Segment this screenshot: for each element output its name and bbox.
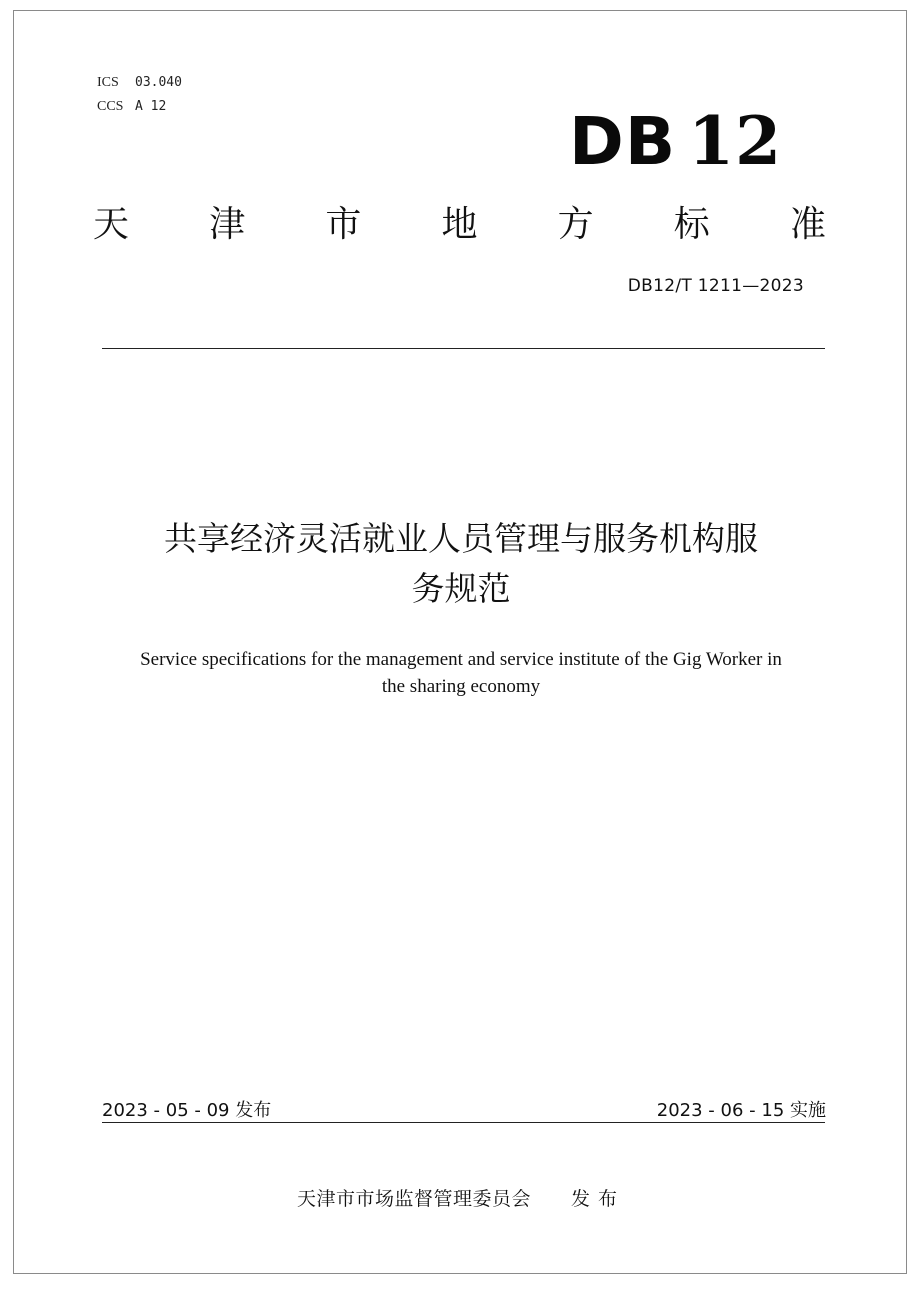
db-logo-letters: DB xyxy=(569,103,677,180)
top-divider xyxy=(102,348,825,349)
issuer-organization: 天津市市场监督管理委员会 xyxy=(296,1188,531,1210)
standard-type-char: 市 xyxy=(325,204,362,245)
ics-code xyxy=(97,74,182,92)
ccs-label: CCS xyxy=(97,99,124,114)
ics-label: ICS xyxy=(97,75,119,90)
standard-type-char: 津 xyxy=(209,204,246,245)
standard-type-char: 准 xyxy=(789,204,826,245)
issuer xyxy=(0,1184,922,1211)
standard-type-heading xyxy=(93,200,826,250)
chinese-title xyxy=(90,514,832,614)
db-logo-number: 12 xyxy=(688,102,782,180)
standard-number: DB12/T 1211—2023 xyxy=(627,276,804,296)
ics-value: 03.040 xyxy=(135,75,182,90)
standard-type-char: 标 xyxy=(673,204,710,245)
bottom-divider xyxy=(102,1122,825,1123)
english-title-line: the sharing economy xyxy=(381,676,541,697)
issue-date: 2023 - 05 - 09 发布 xyxy=(102,1100,272,1121)
standard-type-char: 地 xyxy=(441,204,478,245)
ccs-value: A 12 xyxy=(135,99,167,114)
issuer-action: 发布 xyxy=(571,1188,626,1210)
english-title-line: Service specifications for the management and service institute of the Gig Worker in xyxy=(140,649,782,670)
english-title xyxy=(90,646,832,700)
implementation-date: 2023 - 06 - 15 实施 xyxy=(656,1100,826,1121)
chinese-title-line: 务规范 xyxy=(411,569,511,608)
ccs-code xyxy=(97,98,166,116)
standard-type-char: 天 xyxy=(93,204,130,245)
standard-type-char: 方 xyxy=(557,204,594,245)
db-logo xyxy=(569,102,782,180)
chinese-title-line: 共享经济灵活就业人员管理与服务机构服 xyxy=(164,519,758,558)
